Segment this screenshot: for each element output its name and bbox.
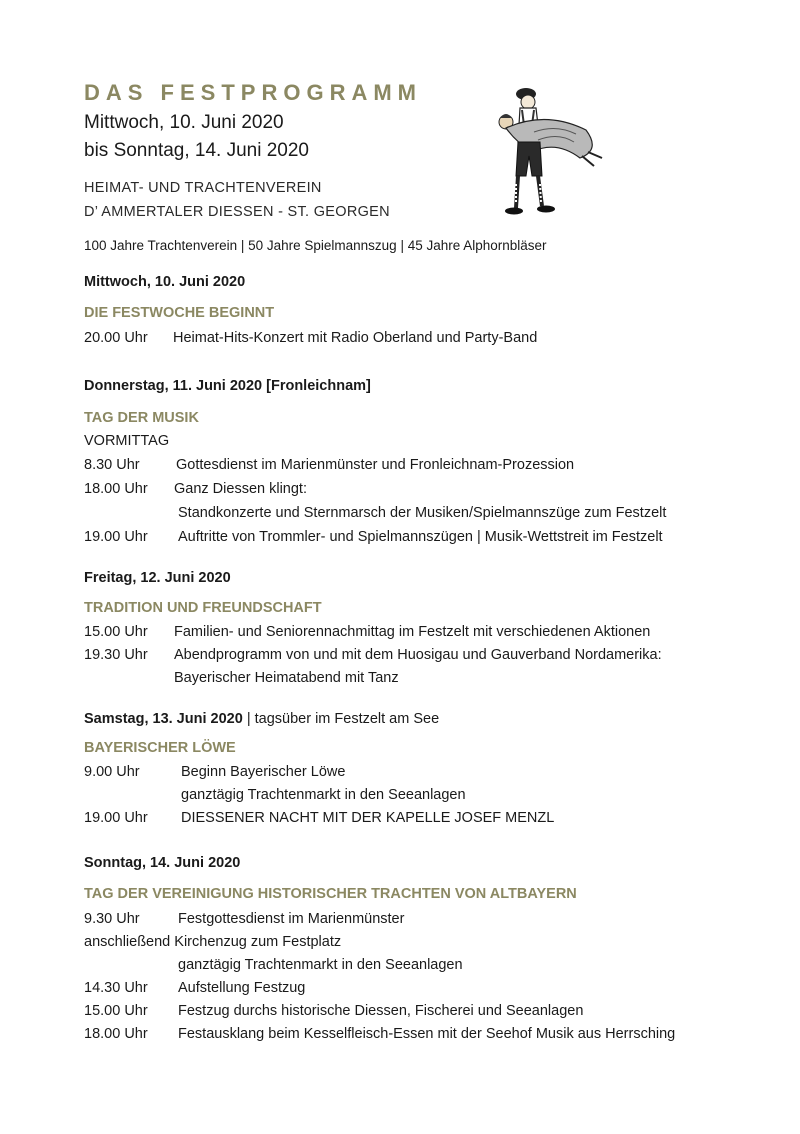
event-text: ganztägig Trachtenmarkt in den Seeanlagen (178, 957, 463, 973)
event-row (84, 457, 575, 473)
event-text: Familien- und Seniorennachmittag im Festzelt mit verschiedenen Aktionen (174, 624, 651, 640)
day-heading-saturday-note: | tagsüber im Festzelt am See (246, 711, 440, 727)
anniversaries-line: 100 Jahre Trachtenverein | 50 Jahre Spielmannszug | 45 Jahre Alphornbläser (84, 238, 547, 253)
event-row (84, 624, 651, 640)
day-heading-saturday (84, 711, 439, 727)
event-time: 15.00 Uhr (84, 624, 148, 640)
day-theme-friday: TRADITION UND FREUNDSCHAFT (84, 600, 322, 616)
day-heading-saturday-date: Samstag, 13. Juni 2020 (84, 711, 243, 727)
event-time: 19.00 Uhr (84, 529, 148, 545)
event-text: Aufstellung Festzug (178, 980, 306, 996)
event-time: 8.30 Uhr (84, 457, 140, 473)
event-text: Beginn Bayerischer Löwe (181, 764, 346, 780)
event-text: Bayerischer Heimatabend mit Tanz (174, 670, 399, 686)
org-name-line2: D’ AMMERTALER DIESSEN - ST. GEORGEN (84, 204, 390, 220)
date-to: bis Sonntag, 14. Juni 2020 (84, 140, 310, 161)
event-row (84, 911, 405, 927)
event-row (84, 330, 538, 346)
event-row (84, 810, 555, 826)
event-text: Ganz Diessen klingt: (174, 481, 307, 497)
event-text: Festausklang beim Kesselfleisch-Essen mit der Seehof Musik aus Herrsching (178, 1026, 676, 1042)
day-theme-thursday: TAG DER MUSIK (84, 410, 199, 426)
event-text: DIESSENER NACHT MIT DER KAPELLE JOSEF MENZL (181, 810, 555, 826)
event-text: Festzug durchs historische Diessen, Fischerei und Seeanlagen (178, 1003, 584, 1019)
page-title: DAS FESTPROGRAMM (84, 80, 422, 105)
event-time: 14.30 Uhr (84, 980, 148, 996)
event-time: 9.00 Uhr (84, 764, 140, 780)
dancing-couple-illustration (476, 80, 616, 230)
event-time: 9.30 Uhr (84, 911, 140, 927)
event-row (84, 1026, 676, 1042)
event-text: Festgottesdienst im Marienmünster (178, 911, 405, 927)
event-time: anschließend Kirchenzug zum Festplatz (84, 934, 342, 950)
event-text: Auftritte von Trommler- und Spielmannszügen | Musik-Wettstreit im Festzelt (178, 529, 663, 545)
day-theme-saturday: BAYERISCHER LÖWE (84, 740, 236, 756)
event-text: Standkonzerte und Sternmarsch der Musiken/Spielmannszüge zum Festzelt (178, 505, 667, 521)
day-theme-sunday: TAG DER VEREINIGUNG HISTORISCHER TRACHTEN VON ALTBAYERN (84, 886, 577, 902)
event-row (84, 481, 307, 497)
event-row (84, 934, 341, 950)
event-time: 18.00 Uhr (84, 1026, 148, 1042)
event-time: 19.30 Uhr (84, 647, 148, 663)
day-theme-wednesday: DIE FESTWOCHE BEGINNT (84, 305, 275, 321)
day-heading-sunday: Sonntag, 14. Juni 2020 (84, 855, 241, 871)
day-heading-friday: Freitag, 12. Juni 2020 (84, 570, 231, 586)
day-heading-wednesday: Mittwoch, 10. Juni 2020 (84, 274, 246, 290)
day-heading-thursday: Donnerstag, 11. Juni 2020 [Fronleichnam] (84, 378, 371, 394)
event-time: 15.00 Uhr (84, 1003, 148, 1019)
org-name-line1: HEIMAT- UND TRACHTENVEREIN (84, 180, 322, 196)
date-from: Mittwoch, 10. Juni 2020 (84, 112, 284, 133)
day-subheading-thursday: VORMITTAG (84, 433, 170, 449)
event-row (84, 529, 663, 545)
event-text: Gottesdienst im Marienmünster und Fronleichnam-Prozession (176, 457, 575, 473)
event-row (84, 764, 346, 780)
event-time: 18.00 Uhr (84, 481, 148, 497)
event-row (84, 647, 662, 663)
event-text: Abendprogramm von und mit dem Huosigau und Gauverband Nordamerika: (174, 647, 662, 663)
event-text: ganztägig Trachtenmarkt in den Seeanlagen (181, 787, 466, 803)
event-time: 19.00 Uhr (84, 810, 148, 826)
event-row (84, 1003, 584, 1019)
event-text: Heimat-Hits-Konzert mit Radio Oberland und Party-Band (173, 330, 538, 346)
event-row (84, 980, 306, 996)
event-time: 20.00 Uhr (84, 330, 148, 346)
